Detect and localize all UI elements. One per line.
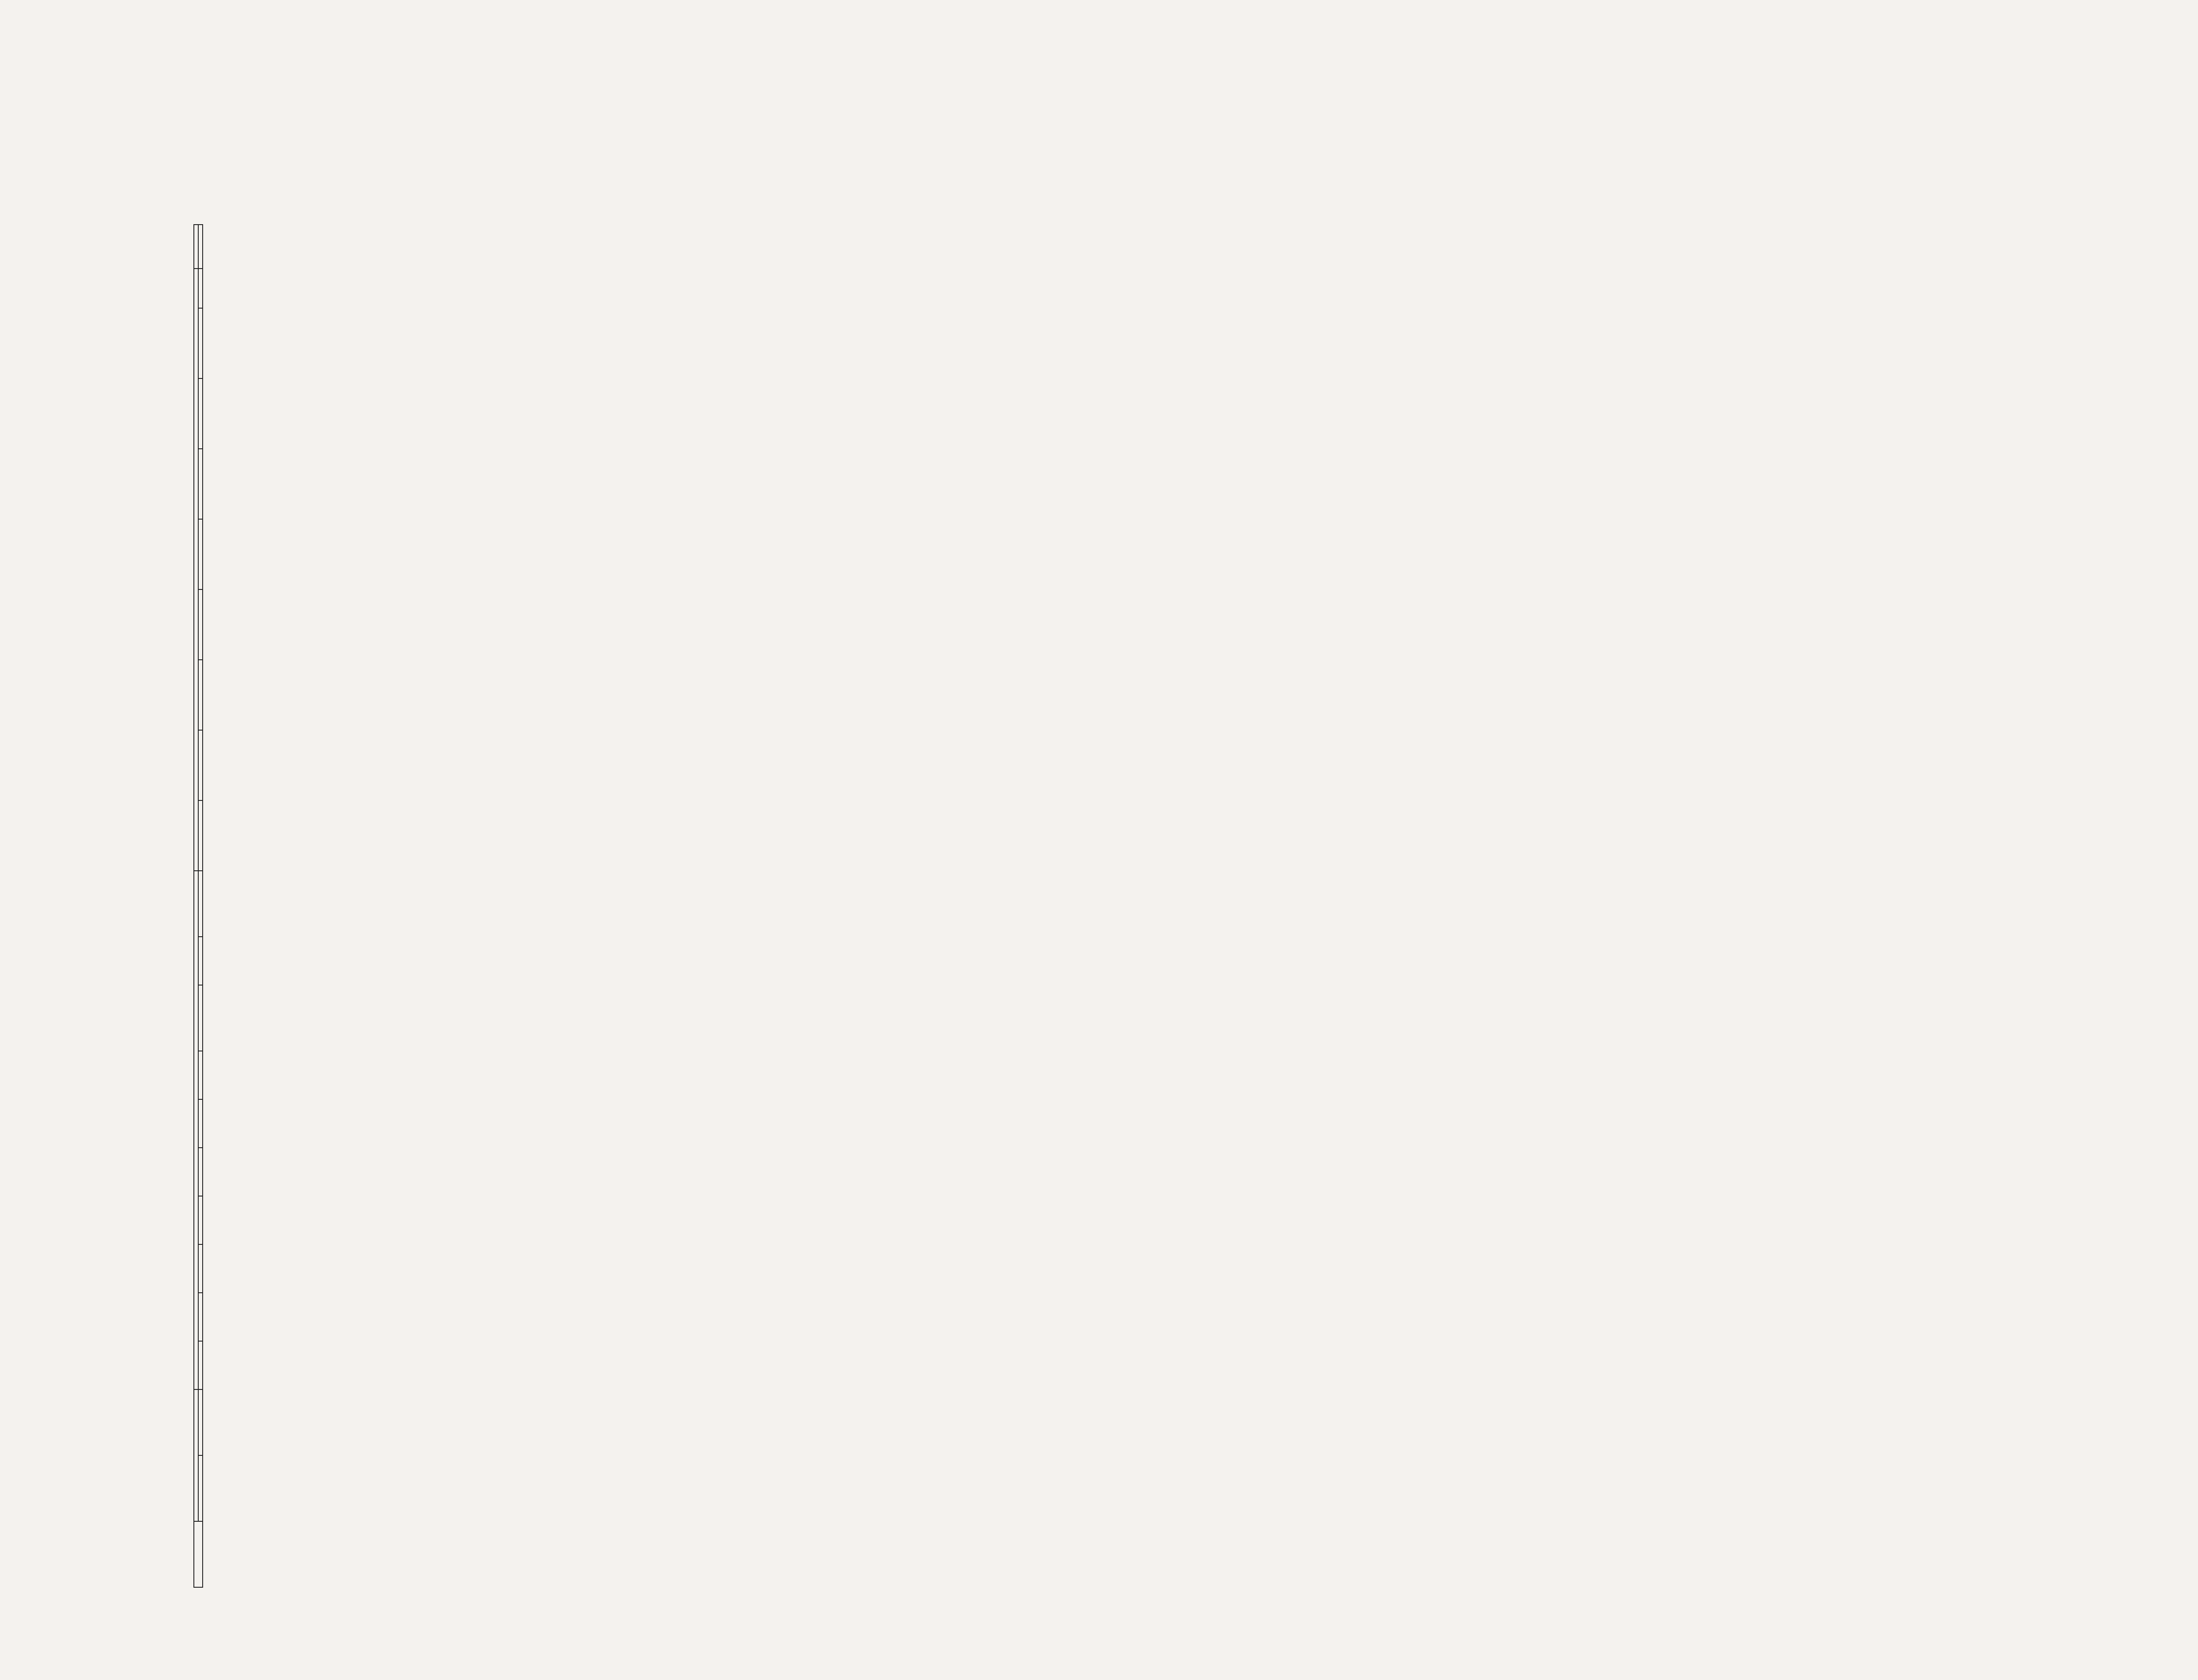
header-datum-min	[198, 871, 203, 937]
header-t7	[198, 1341, 203, 1389]
header-wind-sw	[198, 449, 203, 519]
header-wind-e	[198, 660, 203, 730]
page	[101, 27, 2198, 1654]
header-wind	[194, 269, 198, 871]
header-abs-max	[198, 1051, 203, 1099]
table-header	[193, 224, 203, 1588]
header-vapour-mittel	[198, 225, 203, 269]
header-month	[194, 1521, 203, 1587]
header-mitt-min	[198, 1099, 203, 1148]
header-t21	[198, 1244, 203, 1293]
header-wind-se	[198, 589, 203, 660]
header-wind-w	[198, 378, 203, 449]
header-table	[193, 224, 203, 1588]
header-wind-n	[198, 800, 203, 871]
header-datum-max	[198, 985, 203, 1051]
header-abs-min	[198, 937, 203, 985]
header-temperature	[194, 871, 198, 1389]
running-header	[141, 32, 176, 1588]
header-tagesmittel	[198, 1196, 203, 1244]
header-wind-ne	[198, 730, 203, 800]
header-pom	[198, 1389, 203, 1455]
header-wind-c	[198, 269, 203, 308]
header-t14	[198, 1293, 203, 1341]
header-pm	[198, 1455, 203, 1521]
header-pressure	[194, 1389, 198, 1521]
header-mitt-max	[198, 1148, 203, 1196]
header-vapour	[194, 225, 198, 269]
header-wind-s	[198, 519, 203, 589]
header-wind-nw	[198, 308, 203, 378]
